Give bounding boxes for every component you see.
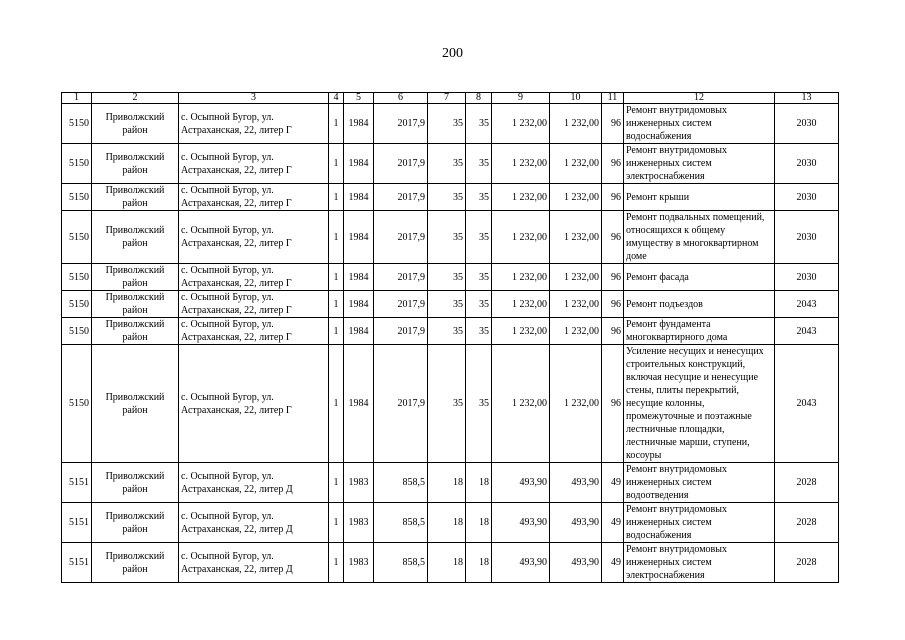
cell-deadline: 2043 <box>775 291 839 318</box>
cell-object-id: 5150 <box>62 144 92 184</box>
cell-col-4: 1 <box>329 463 344 503</box>
cell-area: 2017,9 <box>374 291 428 318</box>
cell-col-9: 1 232,00 <box>492 345 550 463</box>
cell-col-4: 1 <box>329 291 344 318</box>
cell-col-11: 96 <box>602 345 624 463</box>
cell-col-9: 1 232,00 <box>492 184 550 211</box>
cell-work-type: Ремонт внутридомовых инженерных систем водоснабжения <box>624 104 775 144</box>
cell-col-11: 49 <box>602 463 624 503</box>
cell-area: 2017,9 <box>374 184 428 211</box>
cell-col-11: 96 <box>602 264 624 291</box>
cell-work-type: Ремонт внутридомовых инженерных систем водоснабжения <box>624 503 775 543</box>
cell-col-8: 35 <box>466 345 492 463</box>
column-header: 9 <box>492 93 550 104</box>
cell-object-id: 5150 <box>62 291 92 318</box>
cell-area: 2017,9 <box>374 211 428 264</box>
cell-col-10: 1 232,00 <box>550 211 602 264</box>
cell-address: с. Осыпной Бугор, ул. Астраханская, 22, литер Г <box>179 211 329 264</box>
cell-object-id: 5150 <box>62 345 92 463</box>
cell-col-11: 96 <box>602 144 624 184</box>
cell-address: с. Осыпной Бугор, ул. Астраханская, 22, литер Г <box>179 345 329 463</box>
cell-work-type: Ремонт подвальных помещений, относящихся к общему имуществу в многоквартирном доме <box>624 211 775 264</box>
cell-work-type: Ремонт внутридомовых инженерных систем водоотведения <box>624 463 775 503</box>
cell-area: 2017,9 <box>374 345 428 463</box>
column-header: 10 <box>550 93 602 104</box>
table-row <box>62 503 839 543</box>
cell-year: 1983 <box>344 543 374 583</box>
column-header: 8 <box>466 93 492 104</box>
cell-deadline: 2043 <box>775 345 839 463</box>
cell-deadline: 2028 <box>775 463 839 503</box>
cell-col-9: 493,90 <box>492 503 550 543</box>
cell-col-11: 96 <box>602 291 624 318</box>
table-row <box>62 318 839 345</box>
cell-col-7: 35 <box>428 345 466 463</box>
cell-col-11: 96 <box>602 211 624 264</box>
cell-year: 1984 <box>344 184 374 211</box>
cell-col-7: 35 <box>428 264 466 291</box>
cell-col-4: 1 <box>329 318 344 345</box>
cell-address: с. Осыпной Бугор, ул. Астраханская, 22, литер Д <box>179 503 329 543</box>
cell-col-7: 35 <box>428 184 466 211</box>
cell-area: 2017,9 <box>374 104 428 144</box>
cell-work-type: Ремонт внутридомовых инженерных систем электроснабжения <box>624 144 775 184</box>
cell-district: Приволжский район <box>92 104 179 144</box>
cell-col-8: 35 <box>466 144 492 184</box>
table-row <box>62 463 839 503</box>
cell-col-10: 1 232,00 <box>550 144 602 184</box>
cell-address: с. Осыпной Бугор, ул. Астраханская, 22, литер Г <box>179 264 329 291</box>
cell-object-id: 5151 <box>62 543 92 583</box>
cell-col-9: 1 232,00 <box>492 318 550 345</box>
cell-col-4: 1 <box>329 503 344 543</box>
column-header: 5 <box>344 93 374 104</box>
cell-col-10: 1 232,00 <box>550 104 602 144</box>
cell-deadline: 2028 <box>775 543 839 583</box>
cell-col-8: 35 <box>466 318 492 345</box>
cell-deadline: 2030 <box>775 211 839 264</box>
column-header: 2 <box>92 93 179 104</box>
cell-col-7: 35 <box>428 291 466 318</box>
cell-address: с. Осыпной Бугор, ул. Астраханская, 22, литер Г <box>179 318 329 345</box>
table-row <box>62 345 839 463</box>
cell-col-11: 49 <box>602 503 624 543</box>
cell-col-8: 35 <box>466 211 492 264</box>
cell-col-7: 35 <box>428 211 466 264</box>
table-row <box>62 211 839 264</box>
cell-col-4: 1 <box>329 264 344 291</box>
cell-address: с. Осыпной Бугор, ул. Астраханская, 22, литер Д <box>179 463 329 503</box>
cell-work-type: Ремонт фундамента многоквартирного дома <box>624 318 775 345</box>
table-row <box>62 104 839 144</box>
cell-col-8: 18 <box>466 463 492 503</box>
cell-col-4: 1 <box>329 144 344 184</box>
cell-col-4: 1 <box>329 184 344 211</box>
cell-area: 2017,9 <box>374 264 428 291</box>
table-row <box>62 543 839 583</box>
cell-district: Приволжский район <box>92 144 179 184</box>
column-number-row <box>62 93 839 104</box>
column-header: 7 <box>428 93 466 104</box>
cell-object-id: 5150 <box>62 211 92 264</box>
cell-year: 1984 <box>344 264 374 291</box>
cell-area: 2017,9 <box>374 144 428 184</box>
cell-year: 1983 <box>344 463 374 503</box>
cell-col-9: 1 232,00 <box>492 291 550 318</box>
cell-col-10: 1 232,00 <box>550 264 602 291</box>
cell-year: 1984 <box>344 144 374 184</box>
cell-col-9: 493,90 <box>492 463 550 503</box>
cell-district: Приволжский район <box>92 503 179 543</box>
cell-object-id: 5150 <box>62 264 92 291</box>
cell-col-7: 35 <box>428 104 466 144</box>
cell-col-11: 49 <box>602 543 624 583</box>
table-row <box>62 264 839 291</box>
cell-col-9: 1 232,00 <box>492 264 550 291</box>
table-row <box>62 291 839 318</box>
cell-object-id: 5151 <box>62 503 92 543</box>
cell-area: 2017,9 <box>374 318 428 345</box>
cell-col-8: 18 <box>466 503 492 543</box>
cell-col-10: 493,90 <box>550 503 602 543</box>
cell-district: Приволжский район <box>92 264 179 291</box>
column-header: 13 <box>775 93 839 104</box>
cell-district: Приволжский район <box>92 184 179 211</box>
cell-col-7: 35 <box>428 318 466 345</box>
cell-district: Приволжский район <box>92 291 179 318</box>
cell-year: 1984 <box>344 318 374 345</box>
column-header: 4 <box>329 93 344 104</box>
cell-address: с. Осыпной Бугор, ул. Астраханская, 22, литер Г <box>179 104 329 144</box>
cell-work-type: Ремонт крыши <box>624 184 775 211</box>
cell-deadline: 2030 <box>775 104 839 144</box>
cell-area: 858,5 <box>374 503 428 543</box>
cell-col-8: 35 <box>466 184 492 211</box>
cell-deadline: 2030 <box>775 184 839 211</box>
cell-col-4: 1 <box>329 104 344 144</box>
cell-col-10: 1 232,00 <box>550 291 602 318</box>
cell-col-9: 1 232,00 <box>492 211 550 264</box>
cell-col-8: 18 <box>466 543 492 583</box>
cell-col-4: 1 <box>329 211 344 264</box>
cell-work-type: Ремонт фасада <box>624 264 775 291</box>
cell-address: с. Осыпной Бугор, ул. Астраханская, 22, литер Г <box>179 184 329 211</box>
cell-col-8: 35 <box>466 264 492 291</box>
cell-district: Приволжский район <box>92 211 179 264</box>
cell-work-type: Ремонт подъездов <box>624 291 775 318</box>
cell-col-7: 18 <box>428 463 466 503</box>
cell-year: 1983 <box>344 503 374 543</box>
cell-work-type: Ремонт внутридомовых инженерных систем электроснабжения <box>624 543 775 583</box>
cell-address: с. Осыпной Бугор, ул. Астраханская, 22, литер Д <box>179 543 329 583</box>
cell-address: с. Осыпной Бугор, ул. Астраханская, 22, литер Г <box>179 144 329 184</box>
cell-col-11: 96 <box>602 104 624 144</box>
cell-col-10: 493,90 <box>550 463 602 503</box>
cell-deadline: 2043 <box>775 318 839 345</box>
cell-col-7: 18 <box>428 543 466 583</box>
page-number: 200 <box>442 46 463 61</box>
cell-col-10: 1 232,00 <box>550 184 602 211</box>
table-row <box>62 184 839 211</box>
column-header: 3 <box>179 93 329 104</box>
cell-object-id: 5150 <box>62 104 92 144</box>
cell-col-4: 1 <box>329 543 344 583</box>
cell-col-8: 35 <box>466 104 492 144</box>
column-header: 11 <box>602 93 624 104</box>
cell-col-10: 493,90 <box>550 543 602 583</box>
cell-address: с. Осыпной Бугор, ул. Астраханская, 22, литер Г <box>179 291 329 318</box>
column-header: 12 <box>624 93 775 104</box>
cell-year: 1984 <box>344 211 374 264</box>
cell-district: Приволжский район <box>92 345 179 463</box>
cell-col-11: 96 <box>602 318 624 345</box>
cell-district: Приволжский район <box>92 463 179 503</box>
cell-object-id: 5150 <box>62 184 92 211</box>
cell-col-7: 18 <box>428 503 466 543</box>
cell-col-10: 1 232,00 <box>550 318 602 345</box>
cell-area: 858,5 <box>374 463 428 503</box>
cell-col-9: 1 232,00 <box>492 104 550 144</box>
repair-schedule-table <box>61 92 839 583</box>
column-header: 1 <box>62 93 92 104</box>
cell-object-id: 5151 <box>62 463 92 503</box>
cell-district: Приволжский район <box>92 318 179 345</box>
cell-col-7: 35 <box>428 144 466 184</box>
cell-year: 1984 <box>344 291 374 318</box>
table-row <box>62 144 839 184</box>
cell-work-type: Усиление несущих и ненесущих строительных конструкций, включая несущие и ненесущие стены, плиты перекрытий, несущие колонны, промежуточные и поэтажные лестничные площадки, лестничные марши, ступени, косоуры <box>624 345 775 463</box>
cell-col-11: 96 <box>602 184 624 211</box>
cell-col-9: 493,90 <box>492 543 550 583</box>
cell-year: 1984 <box>344 104 374 144</box>
cell-district: Приволжский район <box>92 543 179 583</box>
cell-col-10: 1 232,00 <box>550 345 602 463</box>
cell-object-id: 5150 <box>62 318 92 345</box>
cell-deadline: 2030 <box>775 264 839 291</box>
column-header: 6 <box>374 93 428 104</box>
cell-area: 858,5 <box>374 543 428 583</box>
cell-deadline: 2028 <box>775 503 839 543</box>
cell-col-8: 35 <box>466 291 492 318</box>
cell-col-4: 1 <box>329 345 344 463</box>
cell-year: 1984 <box>344 345 374 463</box>
cell-col-9: 1 232,00 <box>492 144 550 184</box>
cell-deadline: 2030 <box>775 144 839 184</box>
